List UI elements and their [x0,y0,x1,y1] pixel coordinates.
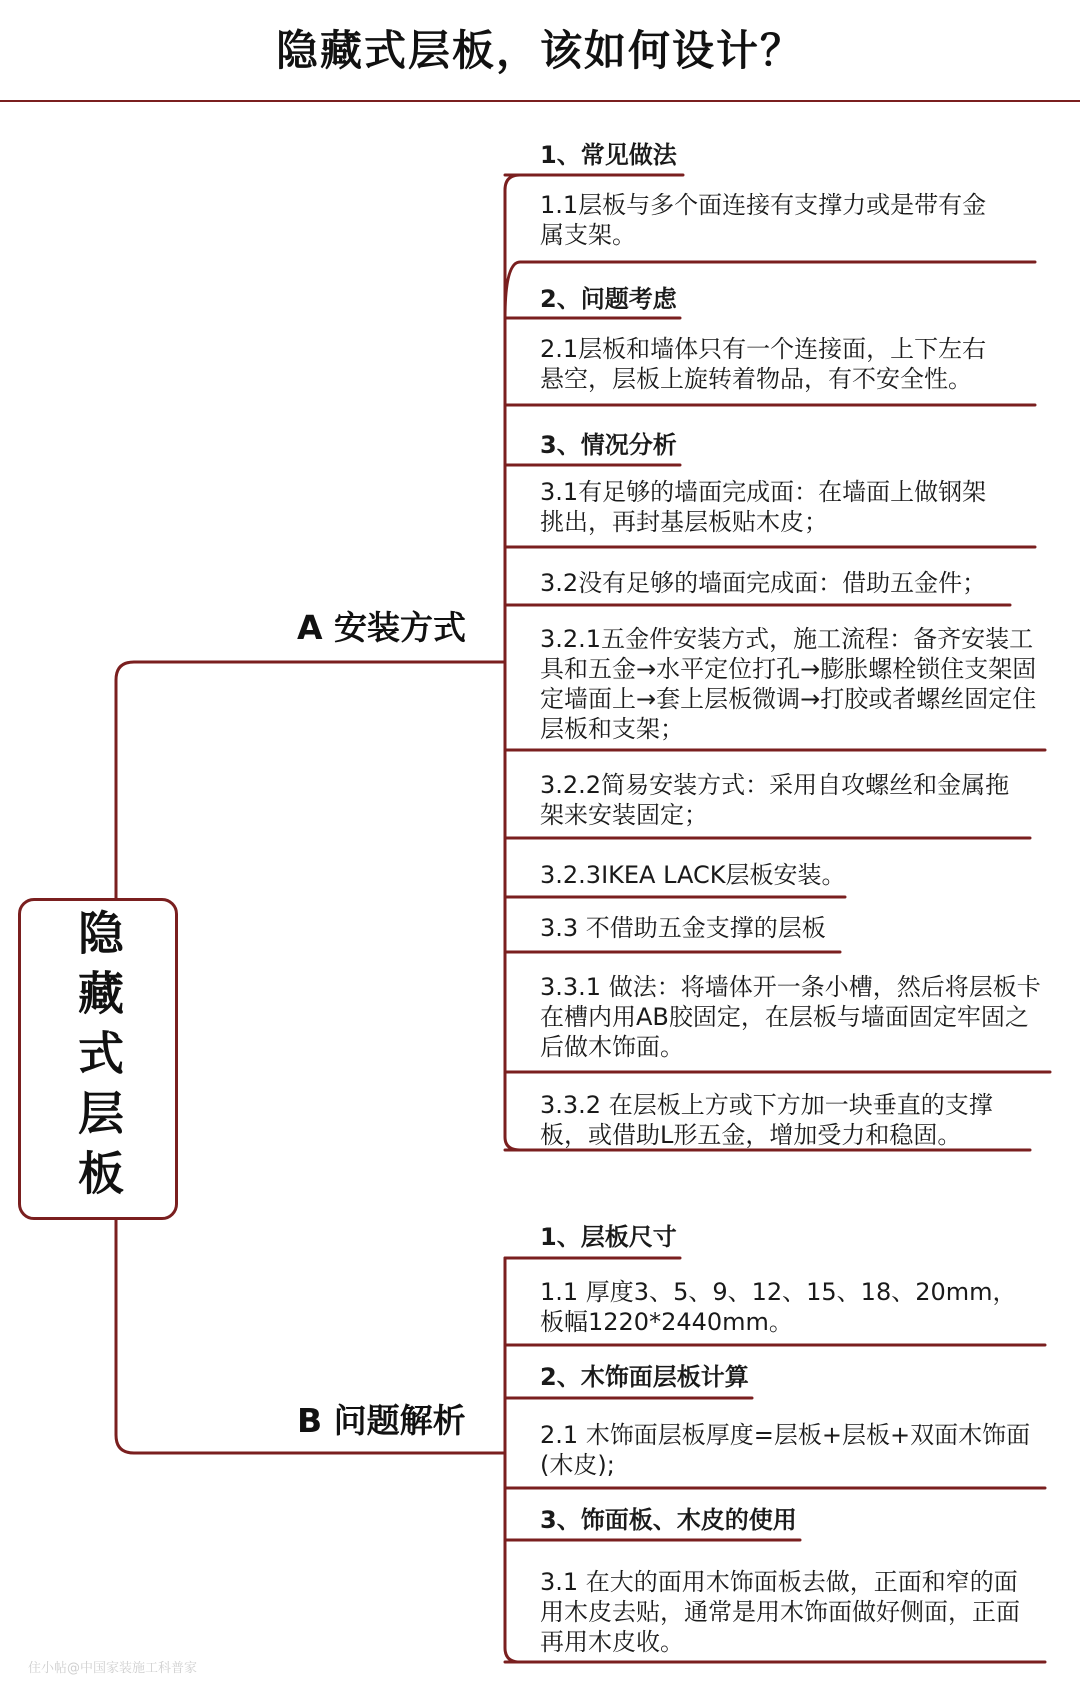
node-a-3: 2.1层板和墙体只有一个连接面，上下左右悬空，层板上旋转着物品，有不安全性。 [540,335,987,393]
branch-b-label: B 问题解析 [297,1401,466,1440]
node-b-5: 3.1 在大的面用木饰面板去做，正面和窄的面用木皮去贴，通常是用木饰面做好侧面，正面再用木皮收。 [540,1568,1020,1656]
node-a-1: 1.1层板与多个面连接有支撑力或是带有金属支架。 [540,191,987,249]
root-node [18,898,178,1220]
node-b-2: 2、木饰面层板计算 [540,1363,749,1391]
node-a-6: 3.2没有足够的墙面完成面：借助五金件； [540,569,987,597]
node-b-0: 1、层板尺寸 [540,1223,677,1251]
node-a-7: 3.2.1五金件安装方式，施工流程：备齐安装工具和五金→水平定位打孔→膨胀螺栓锁住支架固定墙面上→套上层板微调→打胶或者螺丝固定住层板和支架； [540,625,1037,743]
node-a-0: 1、常见做法 [540,141,677,169]
connector-root-to-a [116,662,505,898]
node-a-12: 3.3.2 在层板上方或下方加一块垂直的支撑板，或借助L形五金，增加受力和稳固。 [540,1091,993,1149]
watermark: 住小帖@中国家装施工科普家 [28,1661,198,1676]
node-a-8: 3.2.2简易安装方式：采用自攻螺丝和金属拖架来安装固定； [540,771,1010,829]
node-a-2: 2、问题考虑 [540,285,677,313]
connector-b-spine [505,1258,520,1662]
title-divider [0,100,1080,102]
node-b-3: 2.1 木饰面层板厚度=层板+层板+双面木饰面(木皮); [540,1421,1031,1479]
node-a-5: 3.1有足够的墙面完成面：在墙面上做钢架挑出，再封基层板贴木皮； [540,478,987,536]
connector-a-spine [505,175,520,1150]
node-a-4: 3、情况分析 [540,431,677,459]
node-a-11: 3.3.1 做法：将墙体开一条小槽，然后将层板卡在槽内用AB胶固定，在层板与墙面固定牢固之后做木饰面。 [540,973,1041,1061]
node-a-9: 3.2.3IKEA LACK层板安装。 [540,861,846,889]
page-title: 隐藏式层板，该如何设计？ [275,26,804,75]
node-b-4: 3、饰面板、木皮的使用 [540,1506,797,1534]
root-label: 隐藏式层板 [71,909,125,1209]
node-b-1: 1.1 厚度3、5、9、12、15、18、20mm，板幅1220*2440mm。 [540,1278,1017,1336]
node-a-10: 3.3 不借助五金支撑的层板 [540,914,826,942]
branch-a-label: A 安装方式 [297,608,467,647]
